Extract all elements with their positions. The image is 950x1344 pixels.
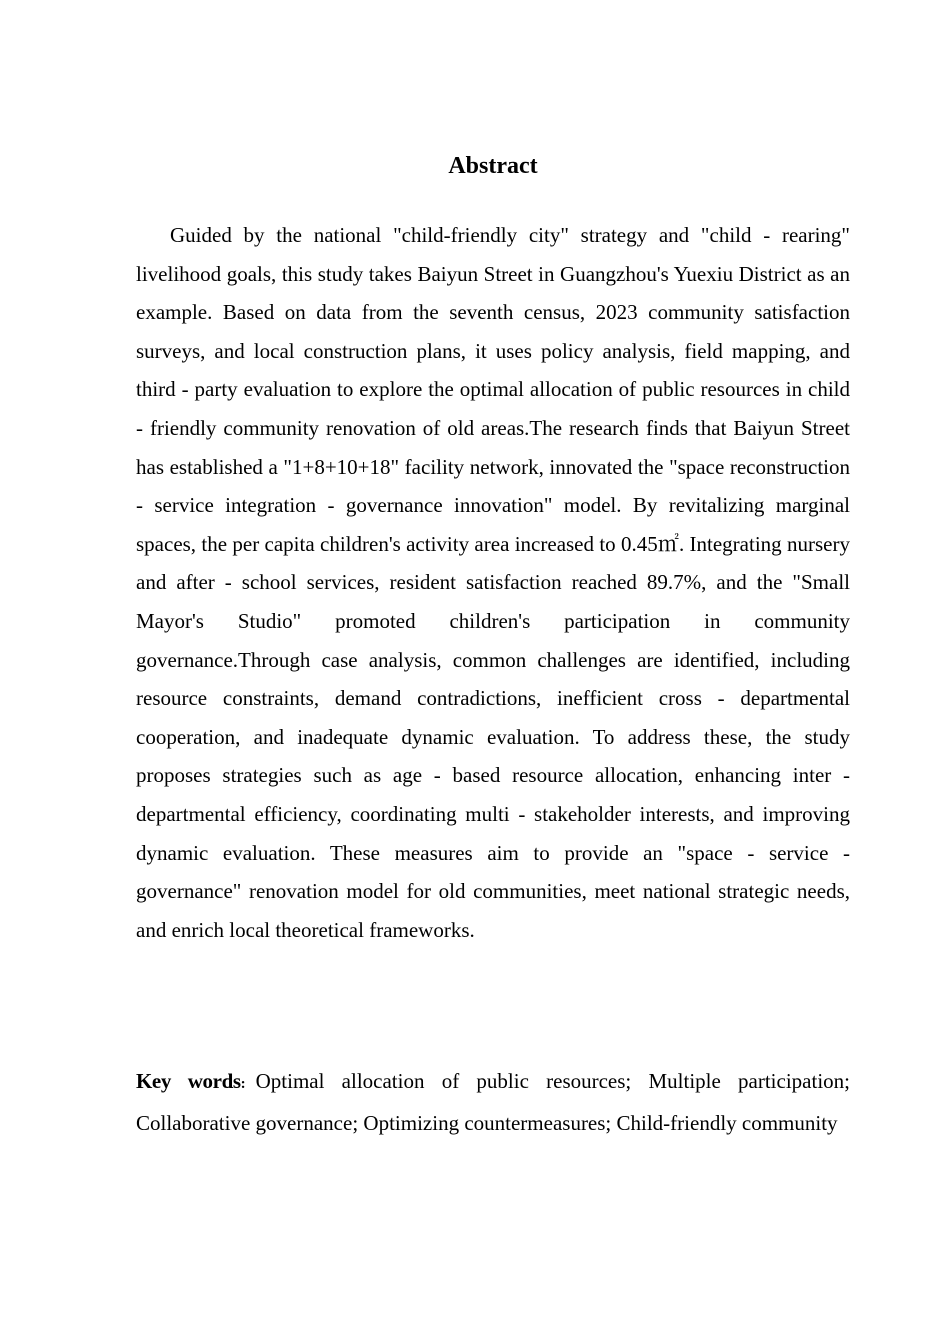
keywords-text: Optimal allocation of public resources; Multiple participation; Collaborative governance; Optimizing countermeasures; Child-friendly community bbox=[136, 1069, 850, 1135]
abstract-heading: Abstract bbox=[448, 153, 538, 179]
keywords-colon: : bbox=[240, 1076, 246, 1092]
abstract-paragraph: Guided by the national "child-friendly city" strategy and "child - rearing" livelihood goals, this study takes Baiyun Street in Guangzhou's Yuexiu District as an example. Based on data from the seventh census, 2023 community satisfaction surveys, and local construction plans, it uses policy analysis, field mapping, and third - party evaluation to explore the optimal allocation of public resources in child - friendly community renovation of old areas.The research finds that Baiyun Street has established a "1+8+10+18" facility network, innovated the "space reconstruction - service integration - governance innovation" model. By revitalizing marginal spaces, the per capita children's activity area increased to 0.45㎡. Integrating nursery and after - school services, resident satisfaction reached 89.7%, and the "Small Mayor's Studio" promoted children's participation in community governance.Through case analysis, common challenges are identified, including resource constraints, demand contradictions, inefficient cross - departmental cooperation, and inadequate dynamic evaluation. To address these, the study proposes strategies such as age - based resource allocation, enhancing inter - departmental efficiency, coordinating multi - stakeholder interests, and improving dynamic evaluation. These measures aim to provide an "space - service - governance" renovation model for old communities, meet national strategic needs, and enrich local theoretical frameworks. bbox=[136, 223, 850, 942]
keywords-section bbox=[136, 1062, 850, 1142]
keywords-label: Key words bbox=[136, 1069, 241, 1093]
